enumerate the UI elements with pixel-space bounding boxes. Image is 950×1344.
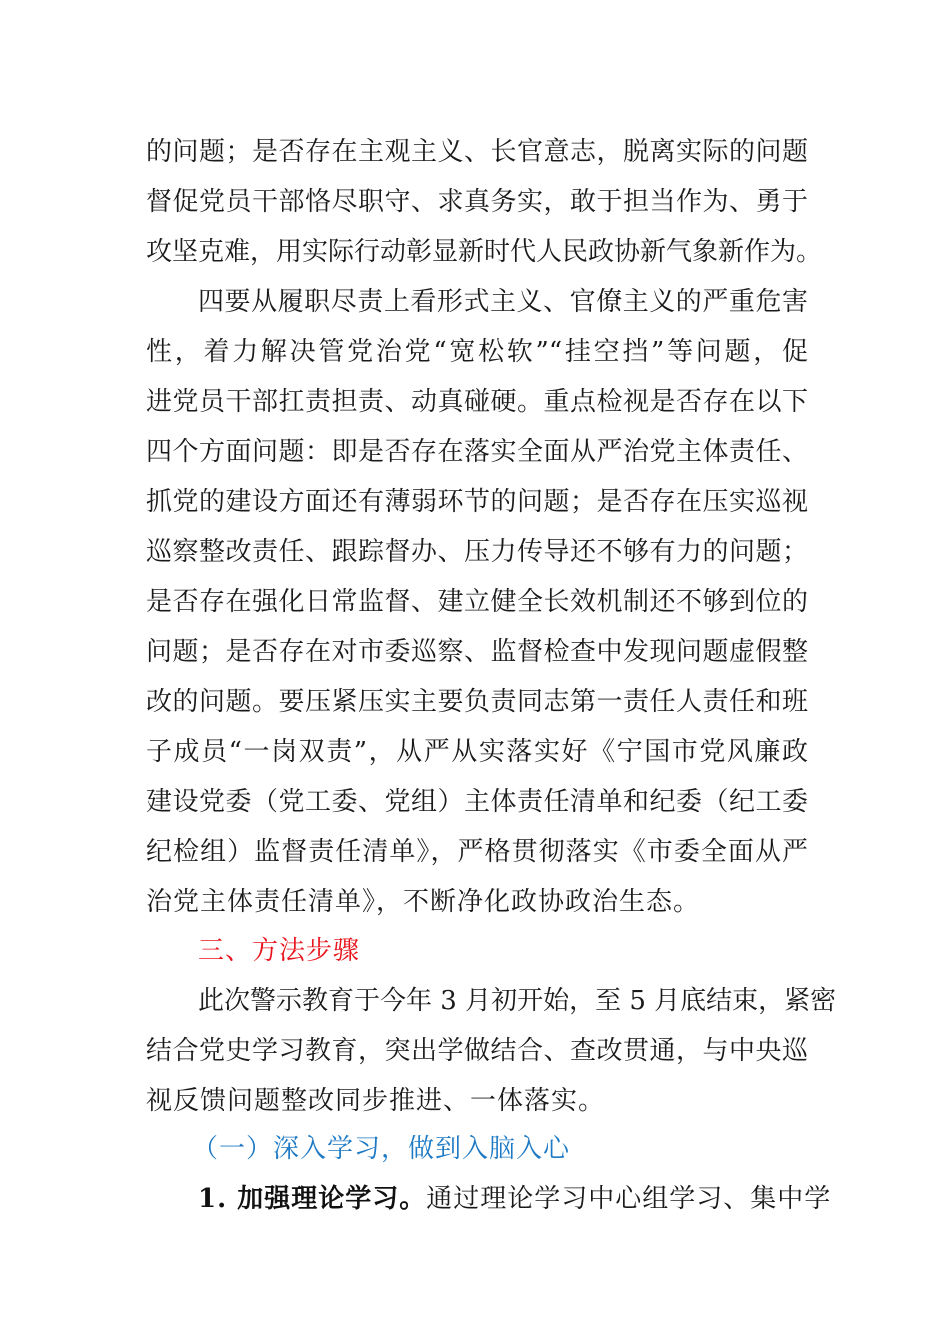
body-line: 结合党史学习教育，突出学做结合、查改贯通，与中央巡 [146, 1036, 808, 1066]
body-line: 的问题；是否存在主观主义、长官意志，脱离实际的问题 [146, 137, 808, 167]
body-line: 攻坚克难，用实际行动彰显新时代人民政协新气象新作为。 [146, 237, 823, 267]
list-item-1 [198, 1180, 832, 1218]
body-line: 治党主体责任清单》，不断净化政协政治生态。 [146, 887, 701, 917]
body-line: 进党员干部扛责担责、动真碰硬。重点检视是否存在以下 [146, 387, 808, 417]
body-line: 督促党员干部恪尽职守、求真务实，敢于担当作为、勇于 [146, 187, 808, 217]
body-line: 子成员“一岗双责”，从严从实落实好《宁国市党风廉政 [146, 737, 808, 767]
body-line: 是否存在强化日常监督、建立健全长效机制还不够到位的 [146, 587, 808, 617]
body-line: 改的问题。要压紧压实主要负责同志第一责任人责任和班 [146, 687, 808, 717]
body-line: 纪检组）监督责任清单》，严格贯彻落实《市委全面从严 [146, 837, 808, 867]
body-line: 建设党委（党工委、党组）主体责任清单和纪委（纪工委 [146, 787, 808, 817]
subheading: （一）深入学习，做到入脑入心 [192, 1134, 571, 1164]
body-line: 视反馈问题整改同步推进、一体落实。 [146, 1086, 606, 1116]
list-item-title: 1. 加强理论学习。 [198, 1184, 427, 1214]
paragraph-first-line: 四要从履职尽责上看形式主义、官僚主义的严重危害 [198, 287, 808, 317]
body-line: 性，着力解决管党治党“宽松软”“挂空挡”等问题，促 [146, 337, 808, 367]
body-line: 巡察整改责任、跟踪督办、压力传导还不够有力的问题； [146, 537, 808, 567]
body-line: 抓党的建设方面还有薄弱环节的问题；是否存在压实巡视 [146, 487, 808, 517]
section-heading: 三、方法步骤 [198, 936, 361, 966]
body-line: 问题；是否存在对市委巡察、监督检查中发现问题虚假整 [146, 637, 808, 667]
list-item-text: 通过理论学习中心组学习、集中学 [426, 1184, 832, 1214]
paragraph-first-line: 此次警示教育于今年 3 月初开始，至 5 月底结束，紧密 [198, 986, 837, 1016]
body-line: 四个方面问题：即是否存在落实全面从严治党主体责任、 [146, 437, 808, 467]
